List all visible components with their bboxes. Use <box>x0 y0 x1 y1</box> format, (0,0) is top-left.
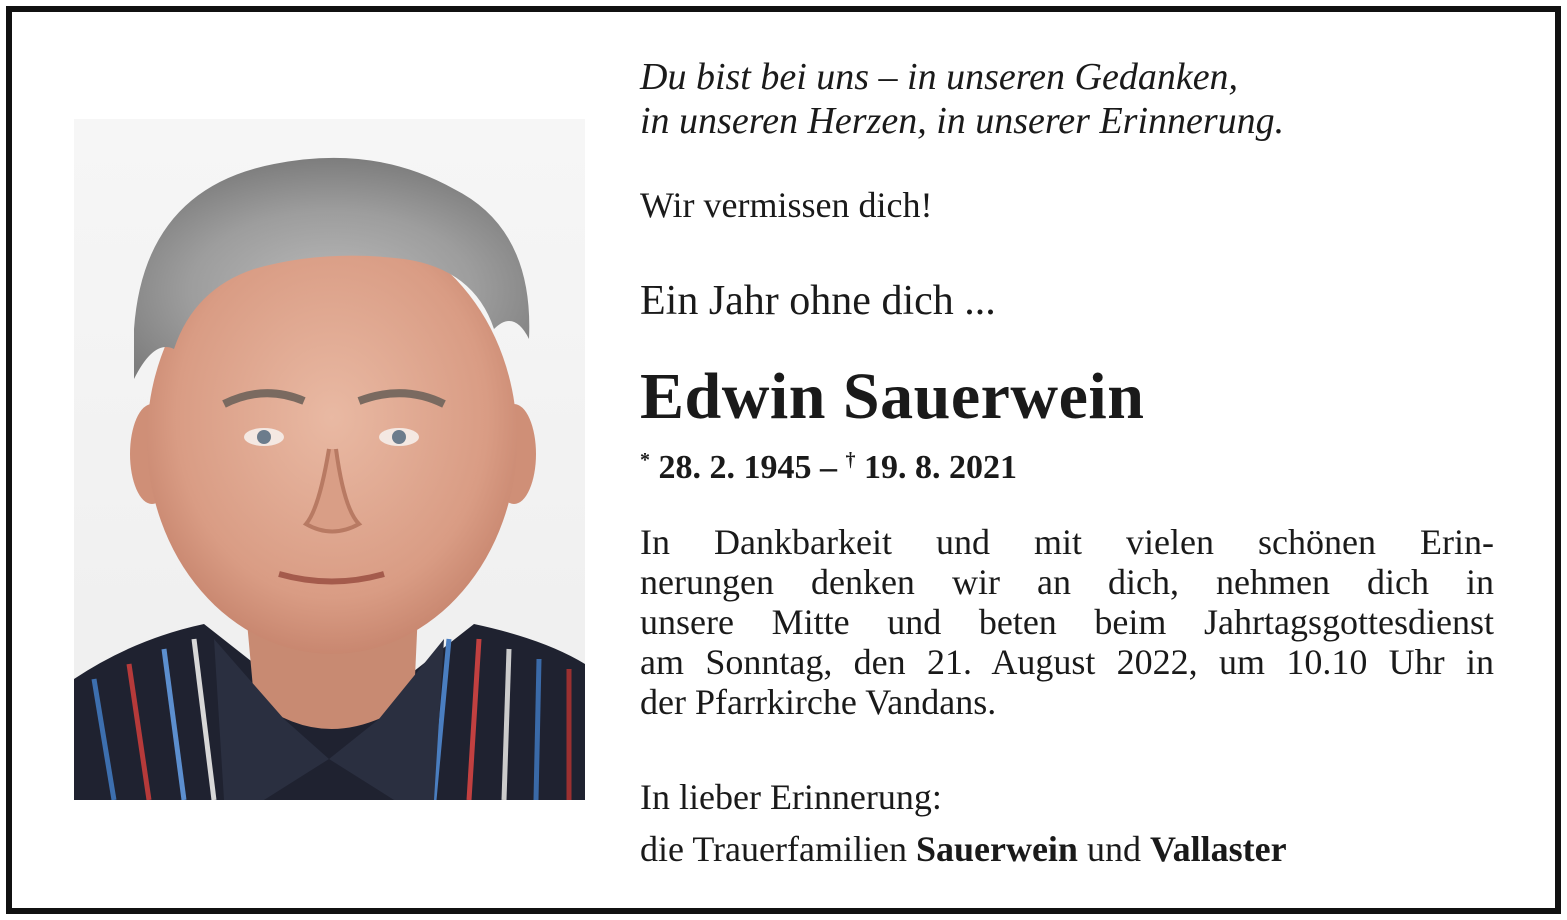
life-dates <box>640 440 1017 488</box>
family-name-2: Vallaster <box>1149 829 1287 869</box>
memorial-message <box>640 522 1494 722</box>
message-line: der Pfarrkirche Vandans. <box>640 682 997 722</box>
message-line: unsere Mitte und beten beim Jahrtagsgottesdienst <box>640 602 1494 642</box>
message-line: nerungen denken wir an dich, nehmen dich in <box>640 562 1494 602</box>
birth-symbol: * <box>640 449 650 471</box>
quote-line-1: Du bist bei uns – in unseren Gedanken, <box>640 56 1239 98</box>
miss-line: Wir vermissen dich! <box>640 185 933 225</box>
family-name-1: Sauerwein <box>915 829 1078 869</box>
family-signature <box>640 829 1287 869</box>
quote <box>640 55 1510 143</box>
quote-line-2: in unseren Herzen, in unserer Erinnerung. <box>640 100 1285 142</box>
message-line: am Sonntag, den 21. August 2022, um 10.10 Uhr in <box>640 642 1494 682</box>
birth-date: 28. 2. 1945 <box>658 449 812 486</box>
anniversary-heading: Ein Jahr ohne dich ... <box>640 278 996 324</box>
deceased-name: Edwin Sauerwein <box>640 360 1145 433</box>
obituary-text <box>640 55 1510 869</box>
message-line: In Dankbarkeit und mit vielen schönen Erin- <box>640 522 1494 562</box>
remembrance-label: In lieber Erinnerung: <box>640 777 942 817</box>
family-and: und <box>1086 829 1141 869</box>
death-date: 19. 8. 2021 <box>864 449 1017 486</box>
family-prefix: die Trauerfamilien <box>640 829 907 869</box>
date-separator: – <box>820 449 837 486</box>
death-symbol: † <box>845 449 856 471</box>
portrait-photo <box>74 119 585 800</box>
portrait-illustration <box>74 119 585 800</box>
